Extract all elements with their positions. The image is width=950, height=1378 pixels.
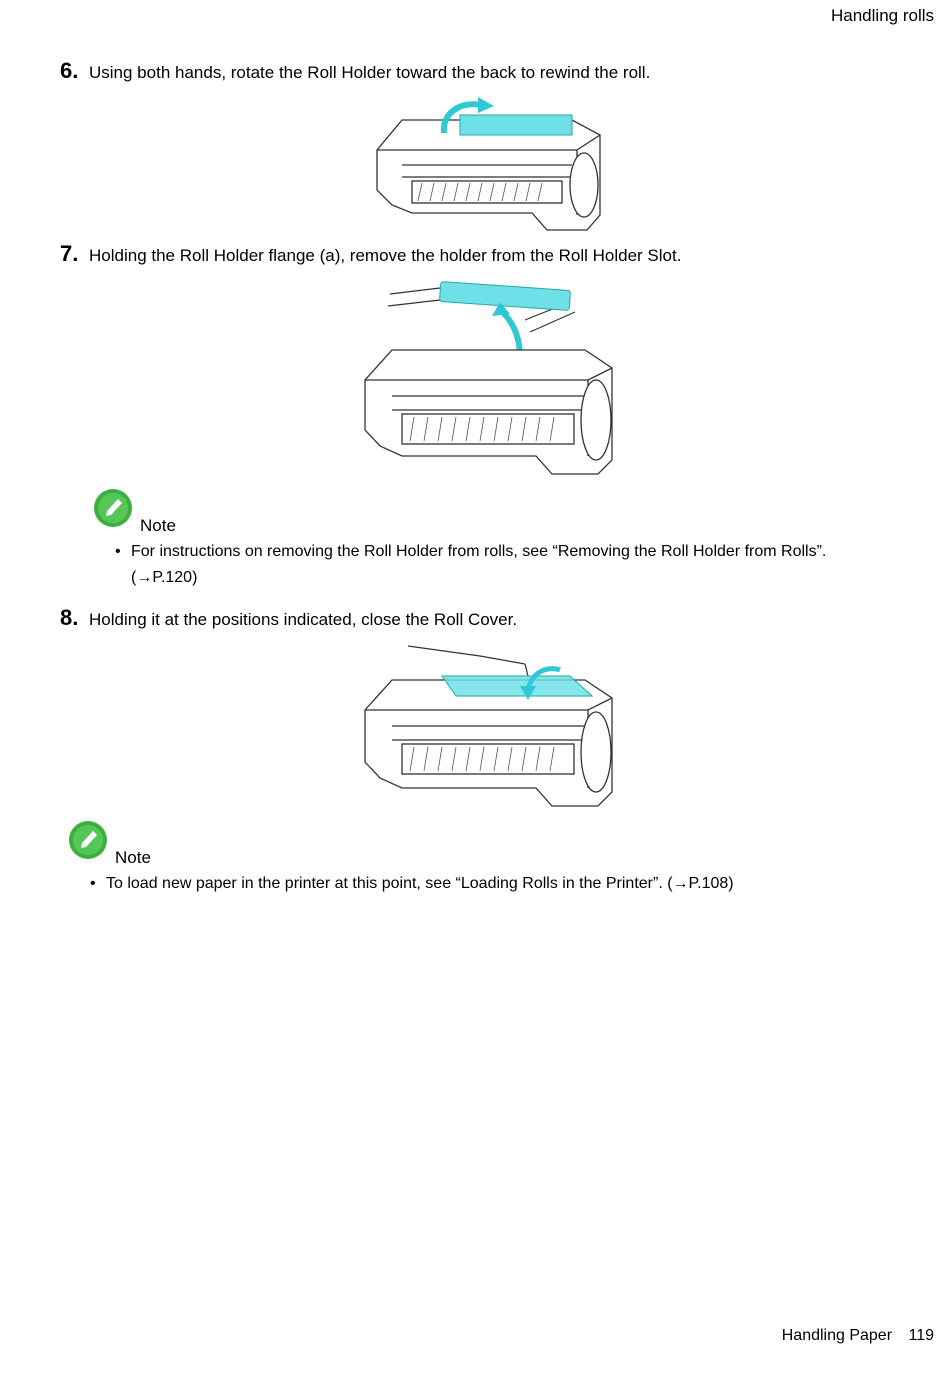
note-item-line: For instructions on removing the Roll Holder from rolls, see “Removing the Roll Holder from Rolls”. [131, 543, 827, 560]
printer-remove-holder-illustration [360, 280, 618, 476]
note-icon [93, 488, 133, 528]
step-number: 7. [60, 241, 79, 266]
bullet-icon: • [115, 543, 121, 560]
printer-close-cover-illustration [360, 640, 618, 808]
page-number: 119 [908, 1327, 934, 1344]
bullet-icon: • [90, 875, 96, 892]
note-item [115, 539, 826, 591]
printer-rewind-illustration [372, 95, 604, 235]
note-item-text: To load new paper in the printer at this point, see “Loading Rolls in the Printer”. (→P.108) [106, 875, 734, 892]
running-header: Handling rolls [831, 6, 934, 25]
footer-chapter: Handling Paper [781, 1327, 893, 1344]
note-item [90, 871, 734, 897]
page-reference: (→P.120) [131, 569, 198, 586]
page-footer [770, 1327, 934, 1345]
step-8 [60, 605, 517, 631]
step-number: 8. [60, 605, 79, 630]
note-label: Note [140, 516, 176, 535]
step-7 [60, 241, 681, 267]
step-text: Holding it at the positions indicated, close the Roll Cover. [89, 610, 518, 629]
note-icon [68, 820, 108, 860]
step-6 [60, 58, 650, 84]
step-number: 6. [60, 58, 79, 83]
note-item-text [131, 539, 826, 591]
step-text: Using both hands, rotate the Roll Holder toward the back to rewind the roll. [89, 63, 651, 82]
step-text: Holding the Roll Holder flange (a), remove the holder from the Roll Holder Slot. [89, 246, 682, 265]
note-label: Note [115, 848, 151, 867]
